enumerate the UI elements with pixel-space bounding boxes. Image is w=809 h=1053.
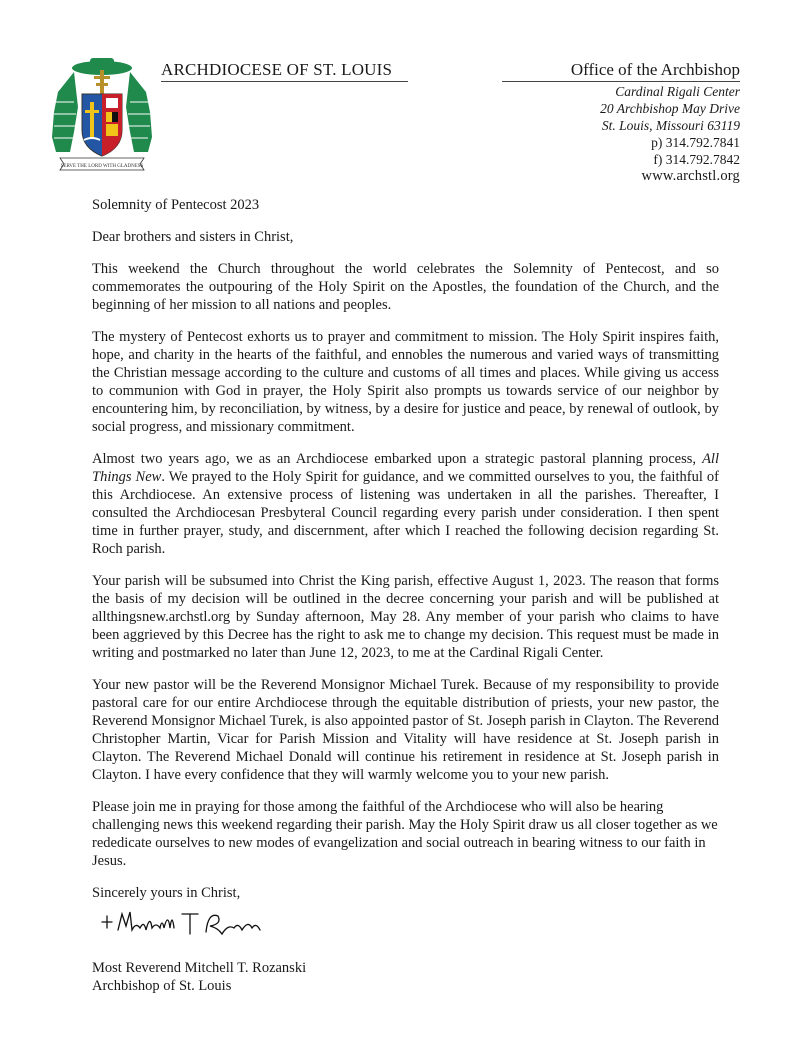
address-street: 20 Archbishop May Drive (600, 101, 740, 116)
all-things-new-title: All Things New (92, 451, 719, 485)
signer-title: Archbishop of St. Louis (92, 978, 232, 994)
archdiocese-coat-of-arms (52, 52, 152, 184)
address-city: St. Louis, Missouri 63119 (601, 118, 740, 133)
letter-date: Solemnity of Pentecost 2023 (92, 197, 260, 213)
address-fax: f) 314.792.7842 (653, 152, 740, 167)
letter-body (92, 196, 719, 916)
crest-motto: SERVE THE LORD WITH GLADNESS (60, 164, 144, 169)
website-link[interactable]: www.archstl.org (641, 168, 740, 184)
handwritten-signature (98, 904, 268, 944)
paragraph-2: The mystery of Pentecost exhorts us to prayer and commitment to mission. The Holy Spirit inspires faith, hope, and charity in the hearts of the faithful, and ennobles the numerous and varied ways of transmitting the Christian message according to the culture and customs of all times and places. While giving us access to communion with God in prayer, the Holy Spirit also prompts us towards service of our neighbor by encountering him, by reconciliation, by witness, by a desire for justice and peace, by renewal of outlook, by social progress, and missionary commitment. (92, 329, 719, 435)
paragraph-5: Your new pastor will be the Reverend Monsignor Michael Turek. Because of my responsibility to provide pastoral care for our entire Archdiocese through the equitable distribution of priests, your new pastor, the Reverend Monsignor Michael Turek, is also appointed pastor of St. Joseph parish in Clayton. The Reverend Christopher Martin, Vicar for Parish Mission and Vitality will have residence at St. Joseph parish in Clayton. The Reverend Michael Donald will continue his retirement in residence at St. Joseph parish in Clayton. I have every confidence that they will warmly welcome you to your new parish. (92, 677, 719, 783)
closing: Sincerely yours in Christ, (92, 885, 241, 901)
letterhead-address (480, 83, 740, 185)
paragraph-4: Your parish will be subsumed into Christ the King parish, effective August 1, 2023. The reason that forms the basis of my decision will be outlined in the decree concerning your parish and will be published at allthingsnew.archstl.org by Sunday afternoon, May 28. Any member of your parish who claims to have been aggrieved by this Decree has the right to ask me to change my decision. This request must be made in writing and postmarked no later than June 12, 2023, to me at the Cardinal Rigali Center. (92, 573, 719, 661)
office-name: Office of the Archbishop (502, 60, 740, 82)
paragraph-6: Please join me in praying for those among the faithful of the Archdiocese who will also be hearing challenging news this weekend regarding their parish. May the Holy Spirit draw us all closer together as we rededicate ourselves to new modes of evangelization and social outreach in bearing witness to our faith in Jesus. (92, 799, 718, 869)
paragraph-3: Almost two years ago, we as an Archdiocese embarked upon a strategic pastoral planning process, All Things New. We prayed to the Holy Spirit for guidance, and we committed ourselves to you, the faithful of this Archdiocese. An extensive process of listening was undertaken in all the parishes. Thereafter, I consulted the Archdiocesan Presbyteral Council regarding every parish under consideration. I then spent time in further prayer, study, and discernment, after which I reached the following decision regarding St. Roch parish. (92, 451, 719, 557)
salutation: Dear brothers and sisters in Christ, (92, 229, 294, 245)
address-phone: p) 314.792.7841 (651, 135, 740, 150)
signature-block (92, 959, 306, 995)
signer-name: Most Reverend Mitchell T. Rozanski (92, 960, 307, 976)
address-center: Cardinal Rigali Center (615, 84, 740, 99)
archdiocese-name: ARCHDIOCESE OF ST. LOUIS (161, 60, 408, 82)
paragraph-1: This weekend the Church throughout the world celebrates the Solemnity of Pentecost, and so commemorates the outpouring of the Holy Spirit on the Apostles, the foundation of the Church, and the beginning of her mission to all nations and peoples. (92, 261, 719, 313)
